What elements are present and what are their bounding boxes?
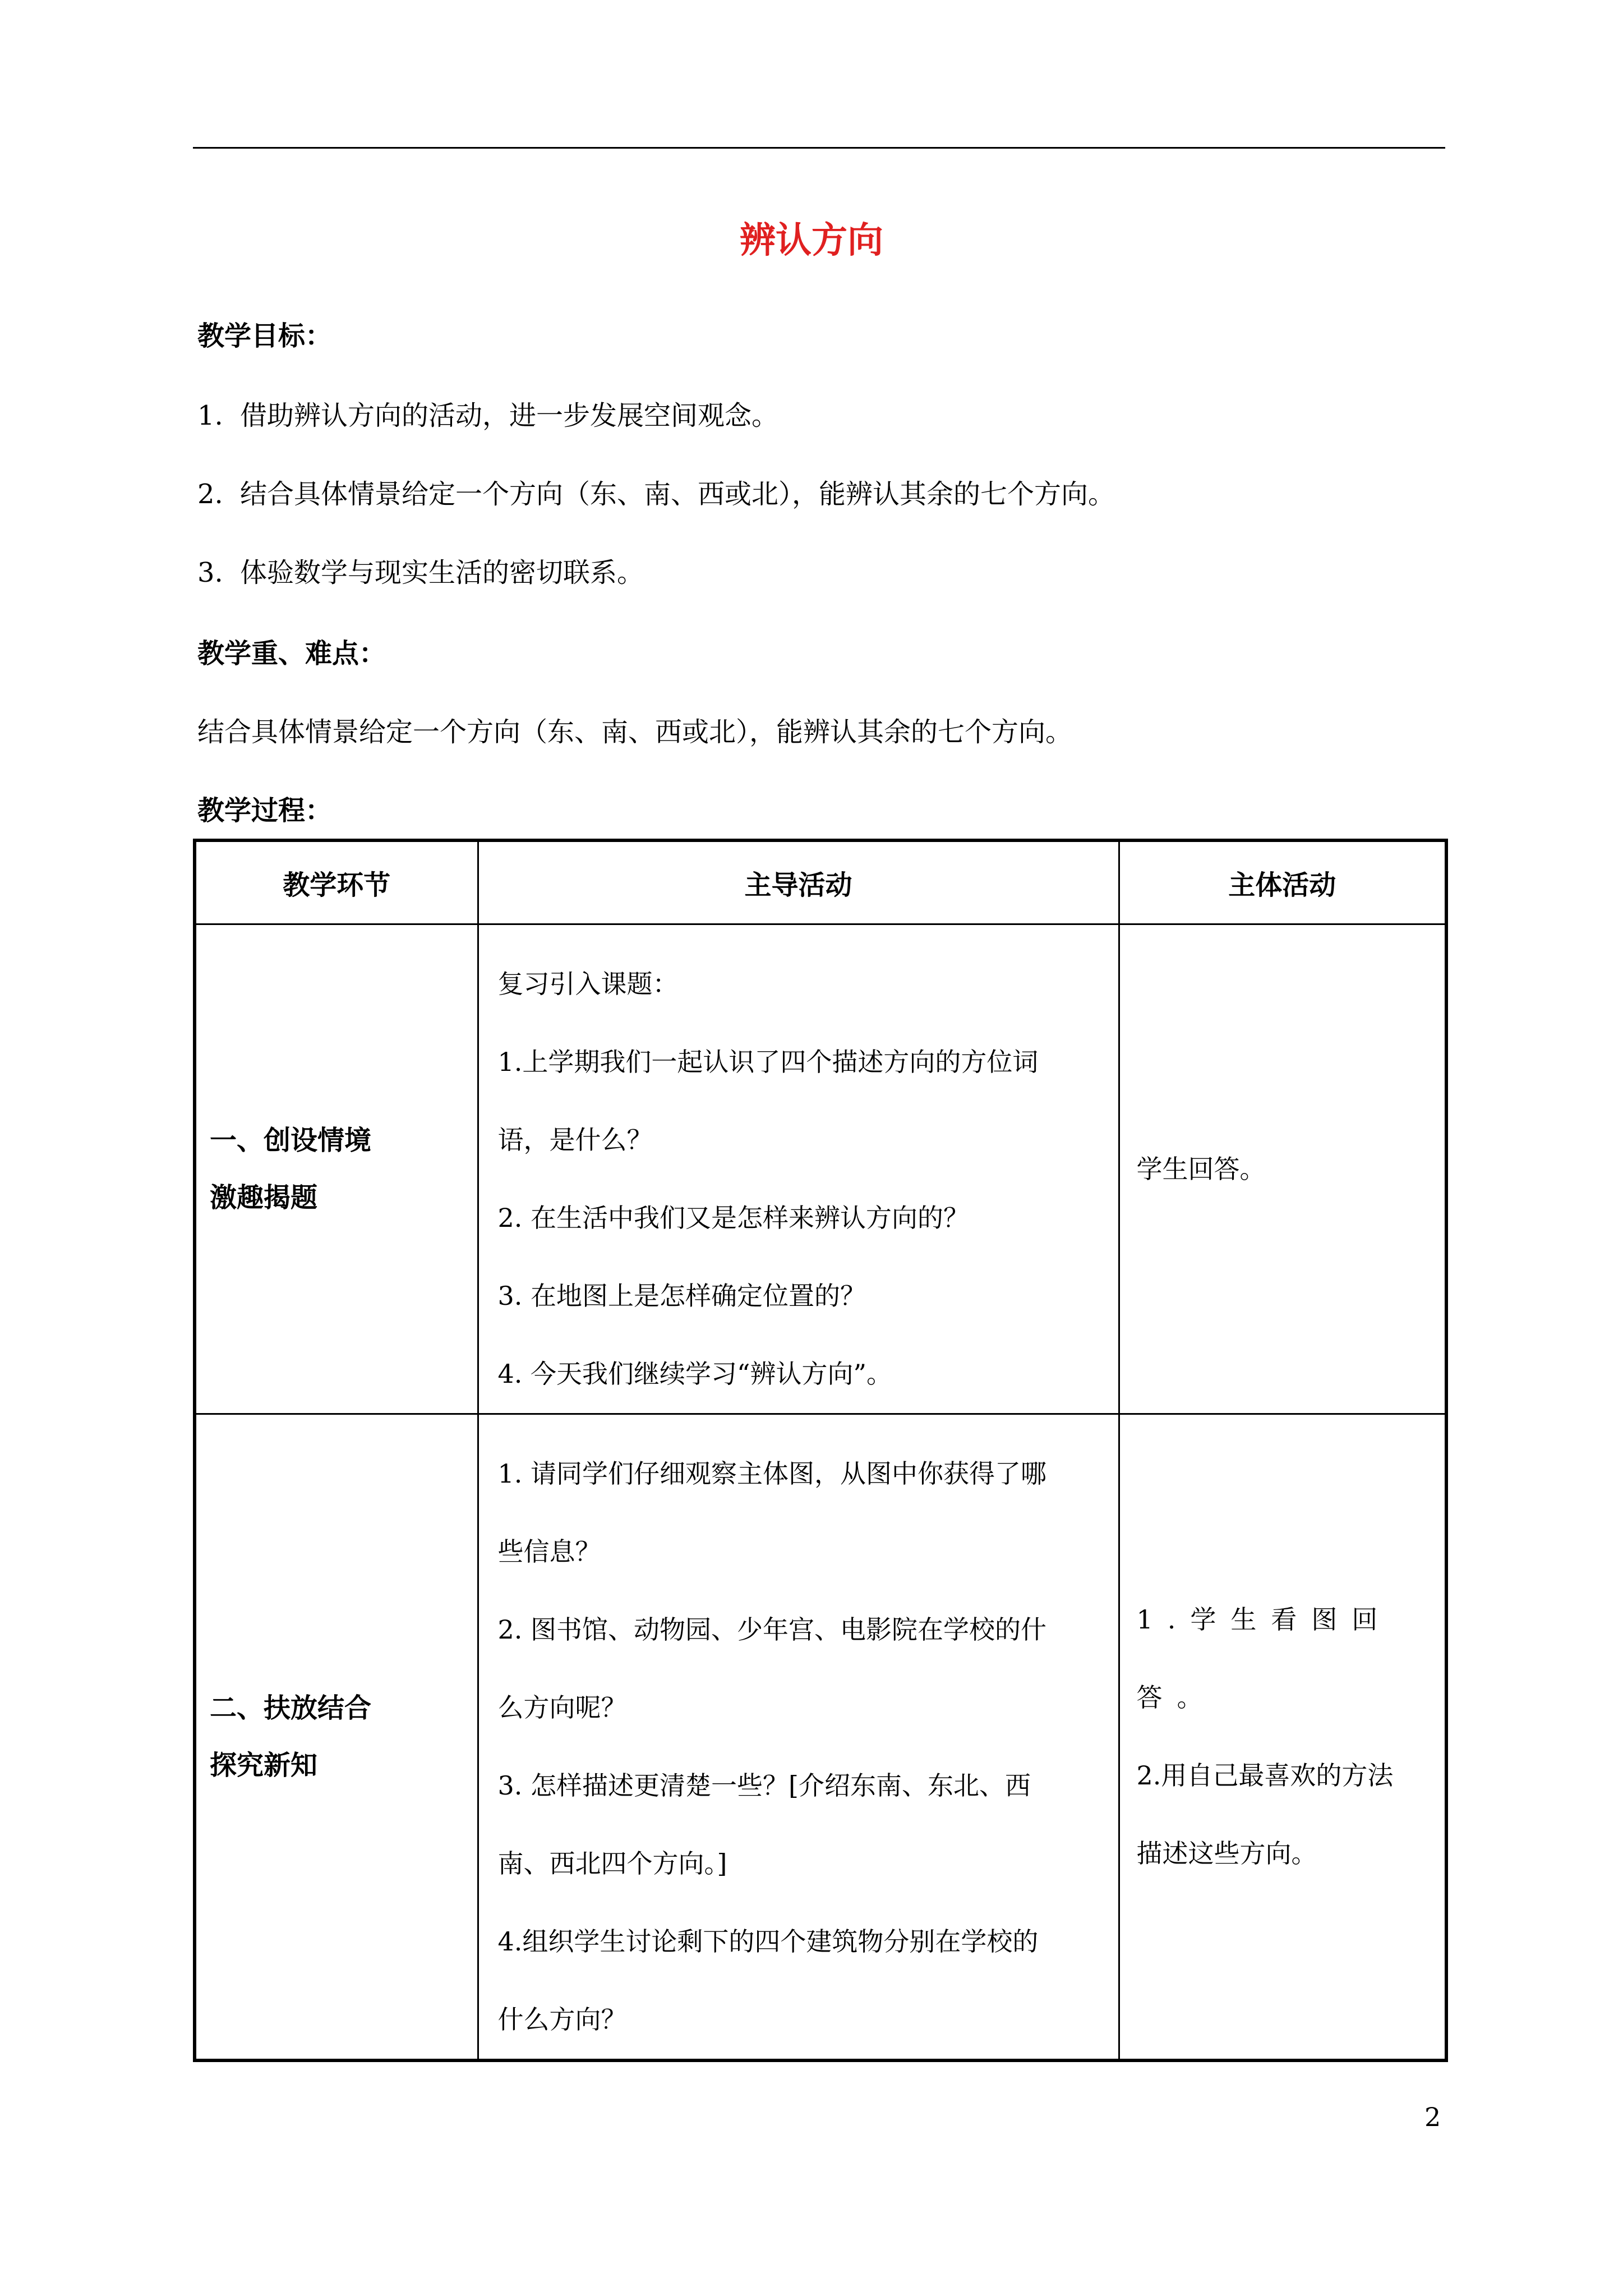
key-points-heading: 教学重、难点： <box>197 638 386 669</box>
lead-line: 1.上学期我们一起认识了四个描述方向的方位词 <box>497 1047 1039 1077</box>
response-line: 2.用自己最喜欢的方法 <box>1136 1760 1394 1791</box>
stage-title: 二、扶放结合 <box>210 1692 372 1724</box>
column-header-lead: 主导活动 <box>478 840 1119 924</box>
lead-line: 2. 在生活中我们又是怎样来辨认方向的？ <box>497 1203 970 1233</box>
process-table <box>193 839 1448 2062</box>
objective-item <box>197 396 778 435</box>
lead-line: 4. 今天我们继续学习“辨认方向”。 <box>497 1359 893 1389</box>
objective-item <box>197 475 1115 514</box>
lead-activity-cell <box>478 1414 1119 2061</box>
response-line: 学生回答。 <box>1136 1153 1266 1184</box>
header-rule <box>193 147 1445 149</box>
stage-subtitle: 探究新知 <box>210 1750 318 1781</box>
objective-item <box>197 553 644 592</box>
objective-number: 2. <box>197 478 223 510</box>
document-title: 辨认方向 <box>740 220 883 261</box>
stage-title: 一、创设情境 <box>210 1125 372 1156</box>
objective-text: 体验数学与现实生活的密切联系。 <box>240 557 644 588</box>
stage-cell <box>195 924 478 1414</box>
page-number: 2 <box>1424 2102 1441 2132</box>
objective-number: 1. <box>197 400 223 431</box>
table-row <box>195 924 1446 1414</box>
process-heading: 教学过程： <box>197 795 333 826</box>
stage-subtitle: 激趣揭题 <box>210 1182 318 1213</box>
response-cell <box>1119 924 1446 1414</box>
lead-line: 么方向呢？ <box>497 1692 627 1723</box>
stage-cell <box>195 1414 478 2061</box>
objective-text: 借助辨认方向的活动，进一步发展空间观念。 <box>240 400 779 431</box>
response-line: 描述这些方向。 <box>1136 1838 1317 1869</box>
objective-text: 结合具体情景给定一个方向（东、南、西或北），能辨认其余的七个方向。 <box>240 478 1115 510</box>
table-row <box>195 1414 1446 2061</box>
lead-activity-cell <box>478 924 1119 1414</box>
lead-line: 语，是什么？ <box>497 1125 653 1155</box>
key-points-text: 结合具体情景给定一个方向（东、南、西或北），能辨认其余的七个方向。 <box>197 716 1073 748</box>
lead-line: 2. 图书馆、动物园、少年宫、电影院在学校的什 <box>497 1614 1047 1645</box>
lead-line: 3. 怎样描述更清楚一些？[介绍东南、东北、西 <box>497 1770 1031 1801</box>
lead-line: 4.组织学生讨论剩下的四个建筑物分别在学校的 <box>497 1926 1039 1957</box>
table-header-row <box>195 840 1446 924</box>
column-header-stage: 教学环节 <box>195 840 478 924</box>
lead-line: 复习引入课题： <box>497 969 679 999</box>
lead-line: 1. 请同学们仔细观察主体图，从图中你获得了哪 <box>497 1458 1047 1489</box>
lead-line: 南、西北四个方向。] <box>497 1848 727 1879</box>
response-line: 1.学生看图回答。 <box>1136 1604 1393 1713</box>
lead-line: 3. 在地图上是怎样确定位置的？ <box>497 1281 866 1311</box>
lead-line: 什么方向？ <box>497 2004 627 2035</box>
objectives-heading: 教学目标： <box>197 320 333 352</box>
lead-line: 些信息？ <box>497 1536 601 1567</box>
objective-number: 3. <box>197 557 223 588</box>
column-header-response: 主体活动 <box>1119 840 1446 924</box>
response-cell <box>1119 1414 1446 2061</box>
